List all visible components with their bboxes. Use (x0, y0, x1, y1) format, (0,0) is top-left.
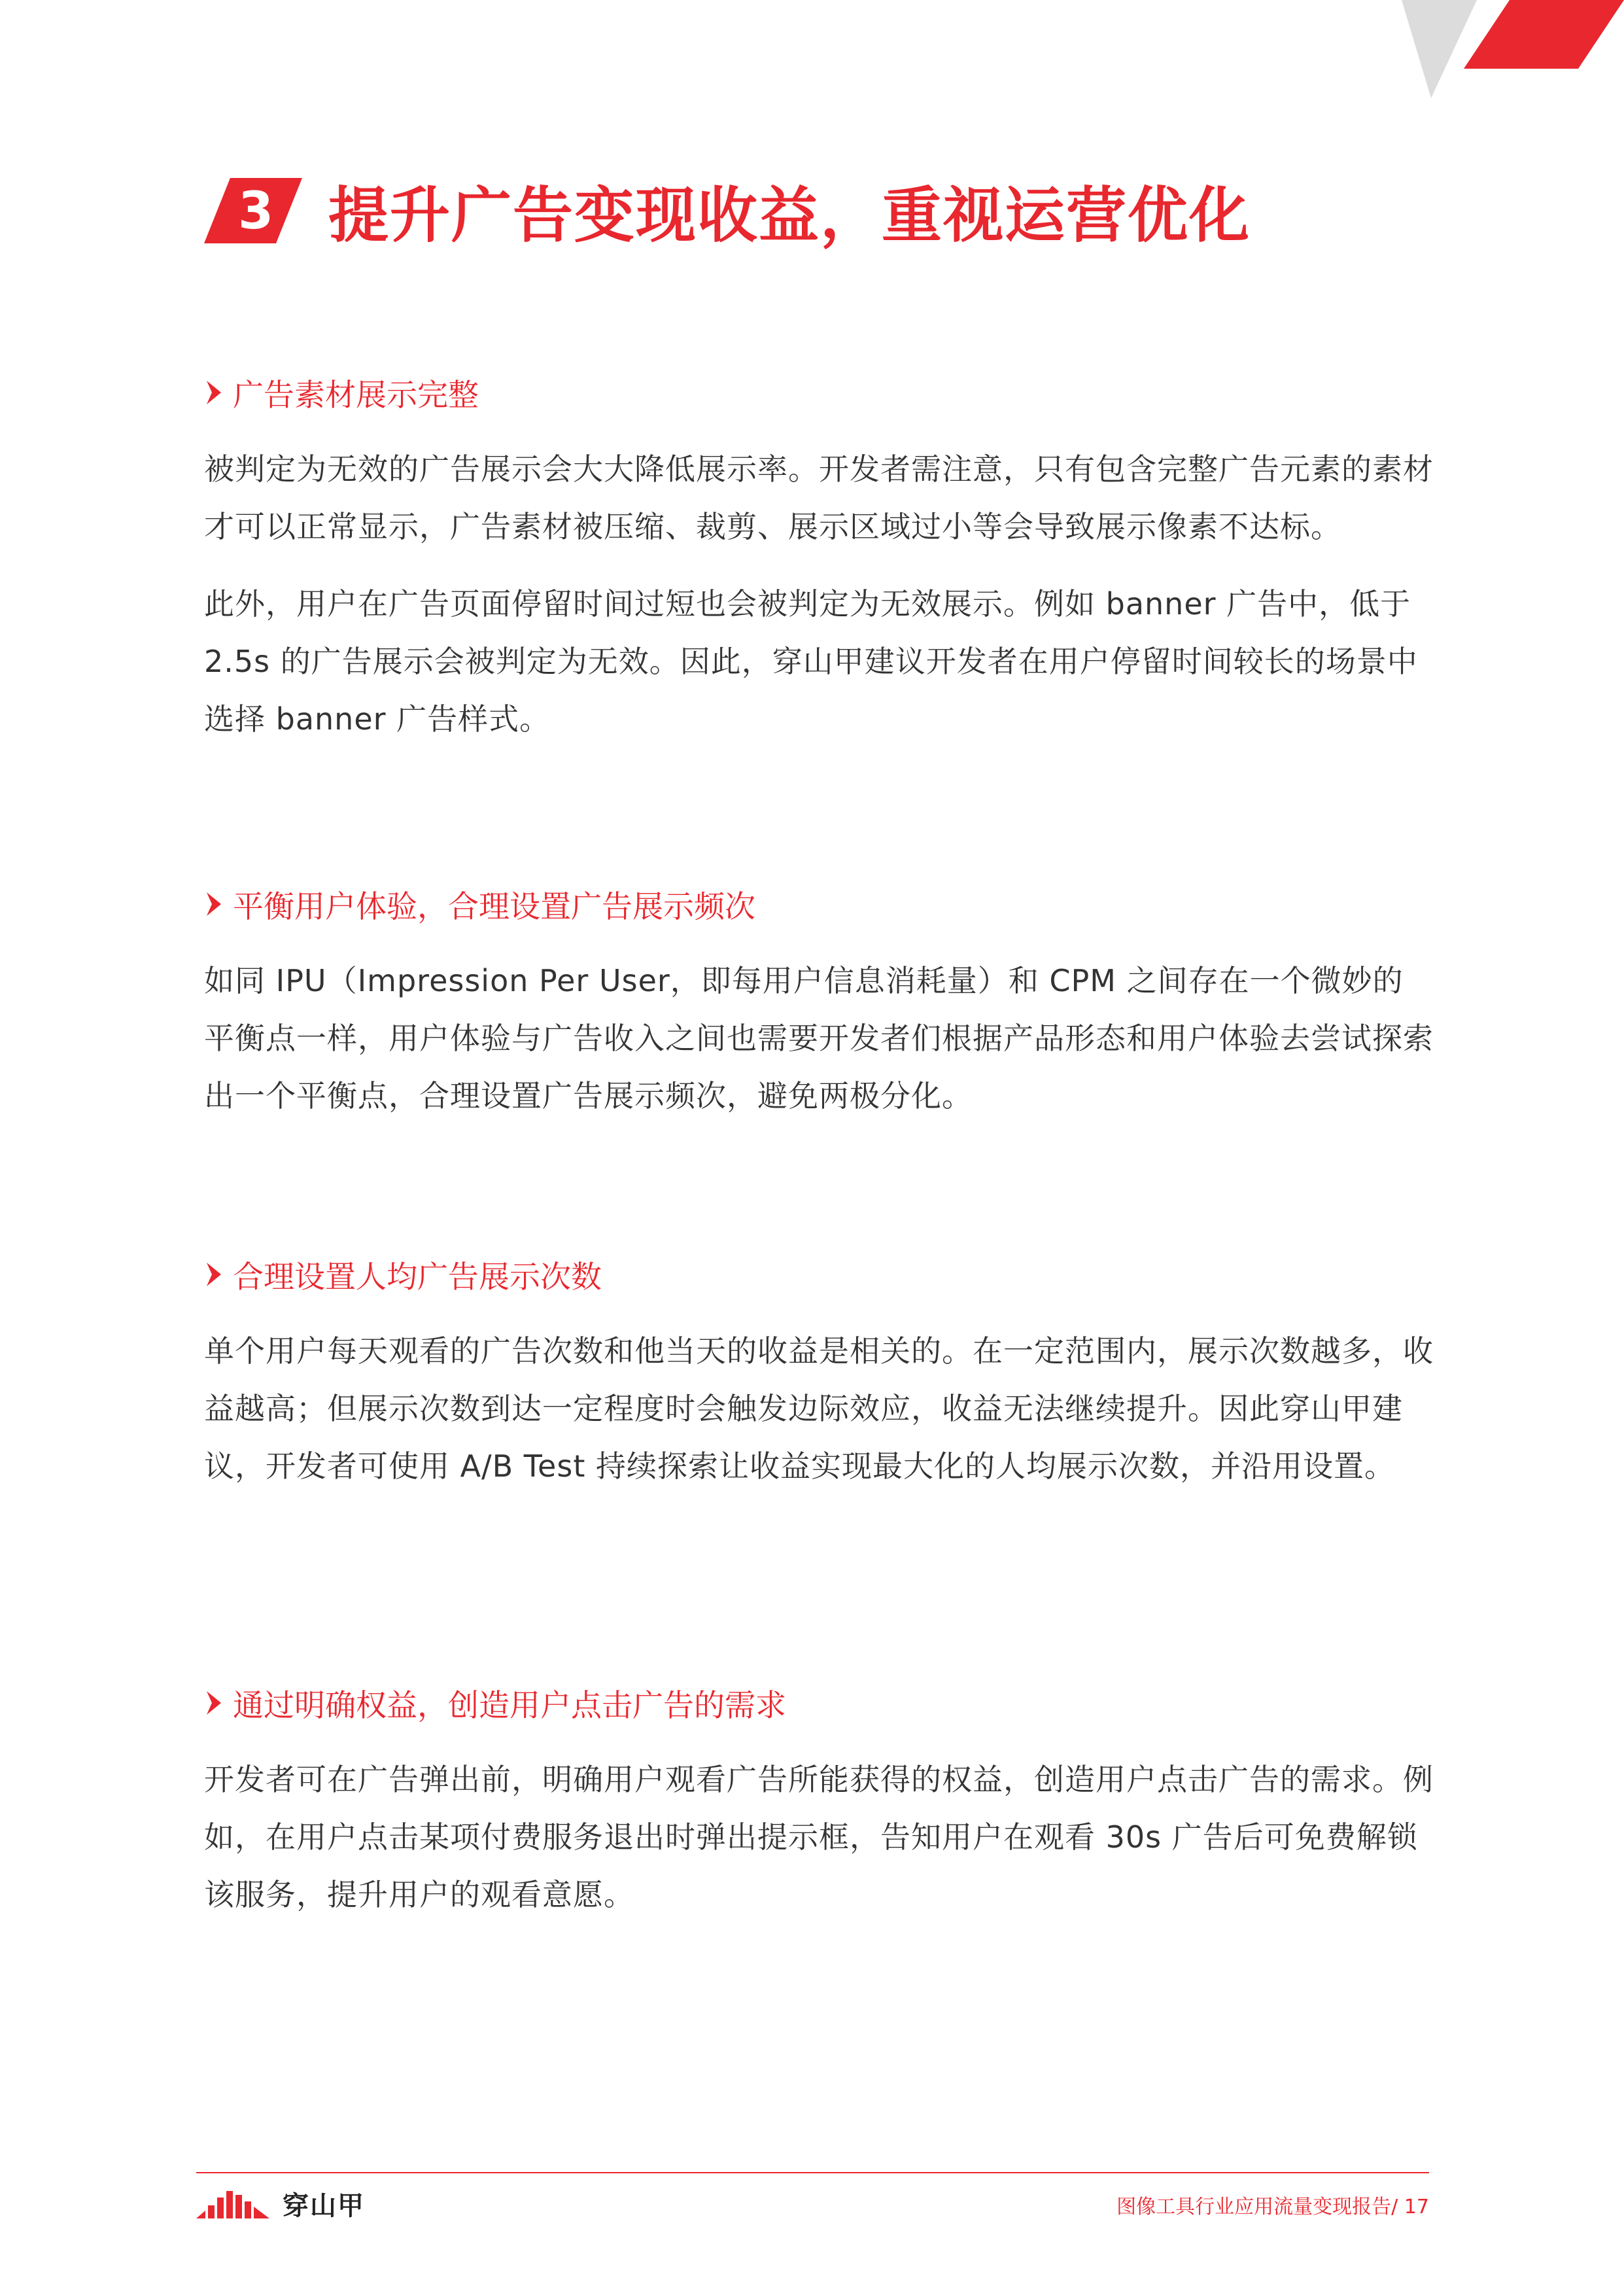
chevron-right-icon (204, 1690, 224, 1716)
section-user-experience (204, 881, 1434, 1125)
paragraph: 被判定为无效的广告展示会大大降低展示率。开发者需注意，只有包含完整广告元素的素材才可以正常显示，广告素材被压缩、裁剪、展示区域过小等会导致展示像素不达标。 (204, 451, 1434, 544)
section-heading (204, 1252, 1434, 1297)
section-title: 广告素材展示完整 (233, 377, 479, 413)
section-heading (204, 370, 1434, 415)
section-clear-benefits (204, 1680, 1434, 1923)
section-heading (204, 1680, 1434, 1726)
section-title: 合理设置人均广告展示次数 (233, 1259, 602, 1295)
chevron-right-icon (204, 379, 224, 406)
logo-text: 穿山甲 (283, 2191, 365, 2221)
footer-page-info (1116, 2190, 1429, 2219)
corner-stripes-decoration (1349, 0, 1624, 98)
paragraph: 如同 IPU（Impression Per User，即每用户信息消耗量）和 CPM 之间存在一个微妙的平衡点一样，用户体验与广告收入之间也需要开发者们根据产品形态和用户体验去尝试探索出一个平衡点，合理设置广告展示频次，避免两极分化。 (204, 963, 1434, 1113)
chevron-right-icon (204, 1261, 224, 1288)
section-ad-material (204, 370, 1434, 748)
section-impressions-per-user (204, 1252, 1434, 1495)
pangolin-logo-icon (196, 2186, 275, 2222)
footer-logo (196, 2185, 365, 2222)
page-title: 提升广告变现收益，重视运营优化 (328, 181, 1251, 251)
report-title: 图像工具行业应用流量变现报告 (1116, 2196, 1392, 2218)
paragraph: 此外，用户在广告页面停留时间过短也会被判定为无效展示。例如 banner 广告中，低于 2.5s 的广告展示会被判定为无效。因此，穿山甲建议开发者在用户停留时间较长的场景中选择 banner 广告样式。 (204, 586, 1418, 737)
section-number-badge (204, 178, 309, 243)
paragraph: 单个用户每天观看的广告次数和他当天的收益是相关的。在一定范围内，展示次数越多，收益越高；但展示次数到达一定程度时会触发边际效应，收益无法继续提升。因此穿山甲建议，开发者可使用 A/B Test 持续探索让收益实现最大化的人均展示次数，并沿用设置。 (204, 1333, 1434, 1484)
chevron-right-icon (204, 891, 224, 917)
footer-divider (196, 2172, 1429, 2173)
page-header (204, 171, 1251, 250)
section-number: 3 (238, 182, 274, 241)
paragraph: 开发者可在广告弹出前，明确用户观看广告所能获得的权益，创造用户点击广告的需求。例如，在用户点击某项付费服务退出时弹出提示框，告知用户在观看 30s 广告后可免费解锁该服务，提升用户的观看意愿。 (204, 1762, 1434, 1912)
page-separator: / (1391, 2196, 1404, 2218)
section-title: 通过明确权益，创造用户点击广告的需求 (233, 1687, 786, 1724)
page-number: 17 (1404, 2196, 1429, 2218)
section-heading (204, 881, 1434, 927)
section-title: 平衡用户体验，合理设置广告展示频次 (233, 888, 755, 925)
